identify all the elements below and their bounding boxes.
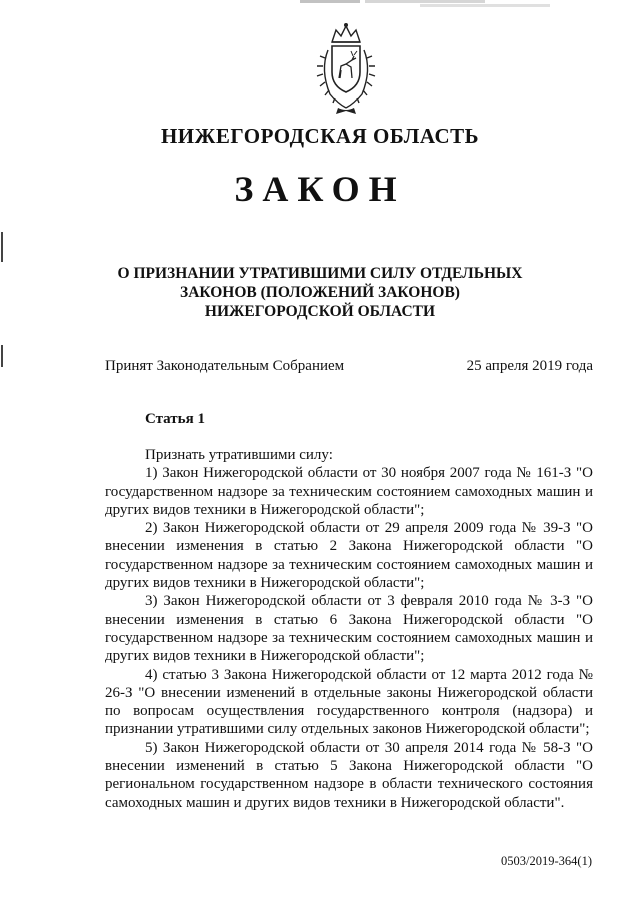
- document-type: ЗАКОН: [234, 169, 406, 209]
- region-title: НИЖЕГОРОДСКАЯ ОБЛАСТЬ: [160, 124, 480, 148]
- article-paragraph: 3) Закон Нижегородской области от 3 февраля 2010 года № 3-З "О внесении изменения в статью 6 Закона Нижегородской области "О государственном надзоре за техническим состоянием самоходных машин и других видов техники в Нижегородской области";: [105, 593, 593, 665]
- article-paragraph: 1) Закон Нижегородской области от 30 ноября 2007 года № 161-З "О государственном надзоре за техническим состоянием самоходных машин и других видов техники в Нижегородской области";: [105, 465, 593, 518]
- article-paragraph: 2) Закон Нижегородской области от 29 апреля 2009 года № 39-З "О внесении изменения в статью 2 Закона Нижегородской области "О государственном надзоре за техническим состоянием самоходных машин и других видов техники в Нижегородской области";: [105, 520, 593, 592]
- article-paragraph: Признать утратившими силу:: [145, 447, 333, 463]
- adoption-date: 25 апреля 2019 года: [466, 358, 593, 374]
- nizhny-novgorod-coat-of-arms-icon: [310, 20, 382, 116]
- law-title: [100, 264, 540, 321]
- document-number: 0503/2019-364(1): [501, 854, 592, 868]
- article-heading: Статья 1: [145, 411, 205, 427]
- law-title-line: НИЖЕГОРОДСКОЙ ОБЛАСТИ: [204, 303, 436, 320]
- article-paragraph: 4) статью 3 Закона Нижегородской области от 12 марта 2012 года № 26-З "О внесении изменений в отдельные законы Нижегородской области по вопросам осуществления государственного контроля (надзора) и признании утратившими силу отдельных законов Нижегородской области";: [105, 666, 593, 738]
- adoption-text: Принят Законодательным Собранием: [105, 358, 345, 374]
- adoption-line: [105, 358, 593, 375]
- scan-artifact: [300, 0, 360, 3]
- scan-artifact: [420, 4, 550, 7]
- scan-artifact: [365, 0, 485, 3]
- scan-margin-mark: [1, 232, 3, 262]
- article-paragraph: 5) Закон Нижегородской области от 30 апреля 2014 года № 58-З "О внесении изменений в статью 5 Закона Нижегородской области "О региональном государственном надзоре в области технического состояния самоходных машин и других видов техники в Нижегородской области".: [105, 739, 593, 811]
- law-title-line: ЗАКОНОВ (ПОЛОЖЕНИЙ ЗАКОНОВ): [180, 284, 460, 301]
- scan-margin-mark: [1, 345, 3, 367]
- law-title-line: О ПРИЗНАНИИ УТРАТИВШИМИ СИЛУ ОТДЕЛЬНЫХ: [117, 265, 523, 282]
- article-body: [105, 446, 593, 812]
